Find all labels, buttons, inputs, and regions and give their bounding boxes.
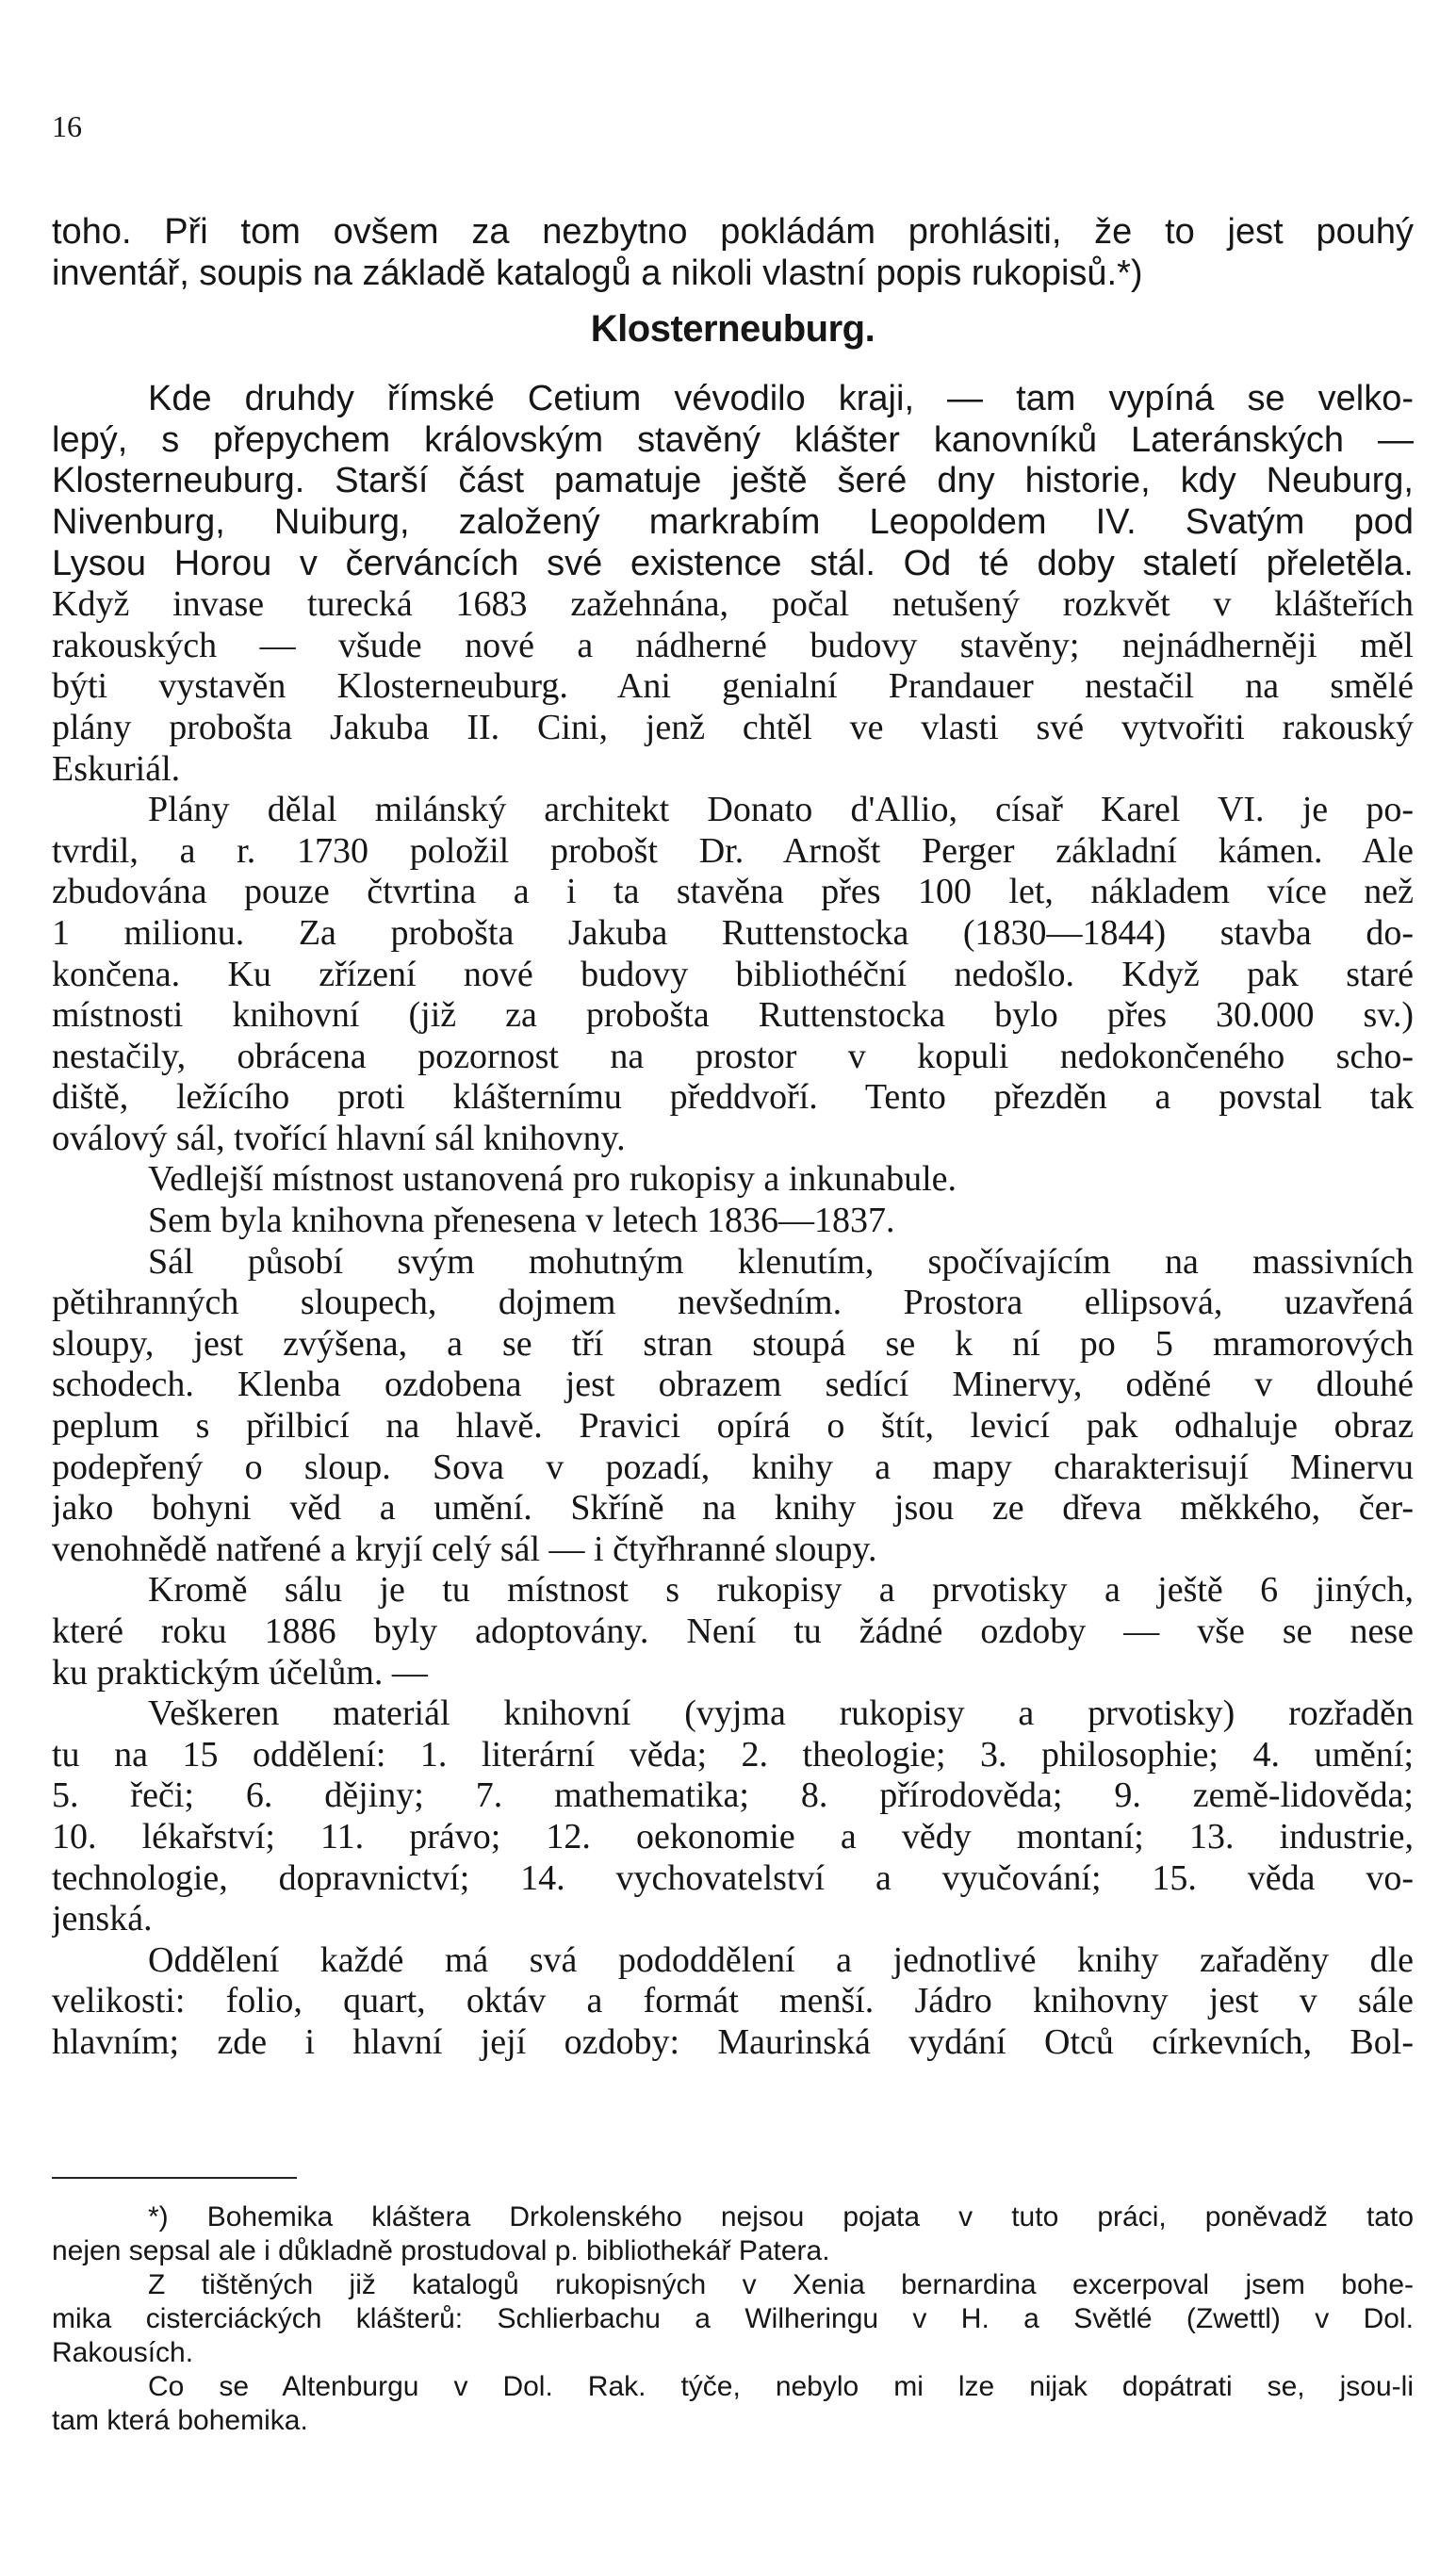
text-line: Plány dělal milánský architekt Donato d'Allio, císař Karel VI. je po- [148,790,1414,830]
text-line: pětihranných sloupech, dojmem nevšedním. Prostora ellipsová, uzavřená [52,1283,1414,1323]
footnote [52,2268,1414,2370]
text-line: Když invase turecká 1683 zažehnána, počal netušený rozkvět v klášteřích [52,584,1414,625]
text-line: Eskuriál. [52,748,181,789]
paragraph [52,1201,1414,1242]
text-line: 5. řeči; 6. dějiny; 7. mathematika; 8. přírodověda; 9. země-lidověda; [52,1775,1414,1816]
text-line: diště, ležícího proti klášternímu předdvoří. Tento přezděn a povstal tak [52,1077,1414,1118]
footnote-line: mika cisterciáckých klášterů: Schlierbachu a Wilheringu v H. a Světlé (Zwettl) v Dol. [52,2303,1414,2334]
paragraph [52,790,1414,1159]
text-line: Sál působí svým mohutným klenutím, spočívajícím na massivních [148,1241,1414,1282]
text-line: Kromě sálu je tu místnost s rukopisy a prvotisky a ještě 6 jiných, [148,1570,1414,1611]
text-line: plány probošta Jakuba II. Cini, jenž chtěl ve vlasti své vytvořiti rakouský [52,707,1414,747]
paragraph [52,379,1414,790]
text-line: venohnědě natřené a kryjí celý sál — i čtyřhranné sloupy. [52,1529,877,1569]
body-text [52,212,1414,2064]
section-heading: Klosterneuburg. [590,308,875,351]
text-line: Vedlejší místnost ustanovená pro rukopisy a inkunabule. [148,1159,957,1200]
text-line: Oddělení každé má svá pododdělení a jednotlivé knihy zařaděny dle [148,1939,1414,1980]
text-line: Veškeren materiál knihovní (vyjma rukopisy a prvotisky) rozřaděn [148,1693,1414,1734]
text-line: Sem byla knihovna přenesena v letech 1836—1837. [148,1201,895,1241]
text-line: lepý, s přepychem královským stavěný klášter kanovníků Lateránských — [52,419,1414,460]
text-line: ku praktickým účelům. — [52,1652,428,1693]
text-line: tu na 15 oddělení: 1. literární věda; 2. theologie; 3. philosophie; 4. umění; [52,1734,1414,1775]
text-line: Klosterneuburg. Starší část pamatuje ještě šeré dny historie, kdy Neuburg, [52,461,1414,501]
page-number: 16 [52,109,82,143]
text-line: Lysou Horou v červáncích své existence stál. Od té doby staletí přeletěla. [52,543,1414,583]
footnote [52,2370,1414,2438]
paragraph [52,1570,1414,1693]
text-line: jako bohyni věd a umění. Skříně na knihy jsou ze dřeva měkkého, čer- [52,1488,1414,1529]
text-line: tvrdil, a r. 1730 položil probošt Dr. Arnošt Perger základní kámen. Ale [52,830,1414,871]
text-line: peplum s přilbicí na hlavě. Pravici opírá o štít, levicí pak odhaluje obraz [52,1406,1414,1447]
text-line: oválový sál, tvořící hlavní sál knihovny. [52,1118,626,1158]
footnote-line: tam která bohemika. [52,2405,308,2436]
text-line: 1 milionu. Za probošta Jakuba Ruttenstocka (1830—1844) stavba do- [52,912,1414,953]
footnote-divider [52,2177,297,2179]
paragraph [52,1693,1414,1940]
text-line: podepřený o sloup. Sova v pozadí, knihy a mapy charakterisují Minervu [52,1447,1414,1487]
footnote-line: *) Bohemika kláštera Drkolenského nejsou pojata v tuto práci, poněvadž tato [148,2201,1414,2233]
text-line: zbudována pouze čtvrtina a i ta stavěna přes 100 let, nákladem více než [52,872,1414,912]
text-line: toho. Při tom ovšem za nezbytno pokládám prohlásiti, že to jest pouhý [52,212,1414,252]
footnotes [52,2200,1414,2438]
text-line: velikosti: folio, quart, oktáv a formát menší. Jádro knihovny jest v sále [52,1981,1414,2021]
text-line: Kde druhdy římské Cetium vévodilo kraji, — tam vypíná se velko- [148,379,1414,419]
text-line: 10. lékařství; 11. právo; 12. oekonomie a vědy montaní; 13. industrie, [52,1816,1414,1856]
text-line: místnosti knihovní (již za probošta Ruttenstocka bylo přes 30.000 sv.) [52,995,1414,1036]
text-line: technologie, dopravnictví; 14. vychovatelství a vyučování; 15. věda vo- [52,1857,1414,1898]
paragraph [52,1940,1414,2064]
text-line: jenská. [52,1899,153,1939]
footnote-line: nejen sepsal ale i důkladně prostudoval p. bibliothekář Patera. [52,2235,830,2266]
text-line: schodech. Klenba ozdobena jest obrazem sedící Minervy, oděné v dlouhé [52,1365,1414,1405]
footnote-line: Z tištěných již katalogů rukopisných v Xenia bernardina excerpoval jsem bohe- [148,2269,1414,2300]
text-line: sloupy, jest zvýšena, a se tří stran stoupá se k ní po 5 mramorových [52,1323,1414,1364]
text-line: končena. Ku zřízení nové budovy bibliothéční nedošlo. Když pak staré [52,954,1414,994]
text-line: nestačily, obrácena pozornost na prostor v kopuli nedokončeného scho- [52,1036,1414,1076]
text-line: které roku 1886 byly adoptovány. Není tu žádné ozdoby — vše se nese [52,1611,1414,1651]
footnote [52,2200,1414,2268]
footnote-line: Rakousích. [52,2337,194,2368]
paragraph [52,1242,1414,1571]
text-line: Nivenburg, Nuiburg, založený markrabím Leopoldem IV. Svatým pod [52,501,1414,542]
text-line: býti vystavěn Klosterneuburg. Ani genialní Prandauer nestačil na smělé [52,666,1414,707]
text-line: hlavním; zde i hlavní její ozdoby: Maurinská vydání Otců církevních, Bol- [52,2021,1414,2062]
footnote-line: Co se Altenburgu v Dol. Rak. týče, nebylo mi lze nijak dopátrati se, jsou-li [148,2371,1414,2402]
paragraph [52,1159,1414,1201]
text-line: rakouských — všude nové a nádherné budovy stavěny; nejnádherněji měl [52,625,1414,665]
text-line: inventář, soupis na základě katalogů a nikoli vlastní popis rukopisů.*) [52,253,1143,293]
